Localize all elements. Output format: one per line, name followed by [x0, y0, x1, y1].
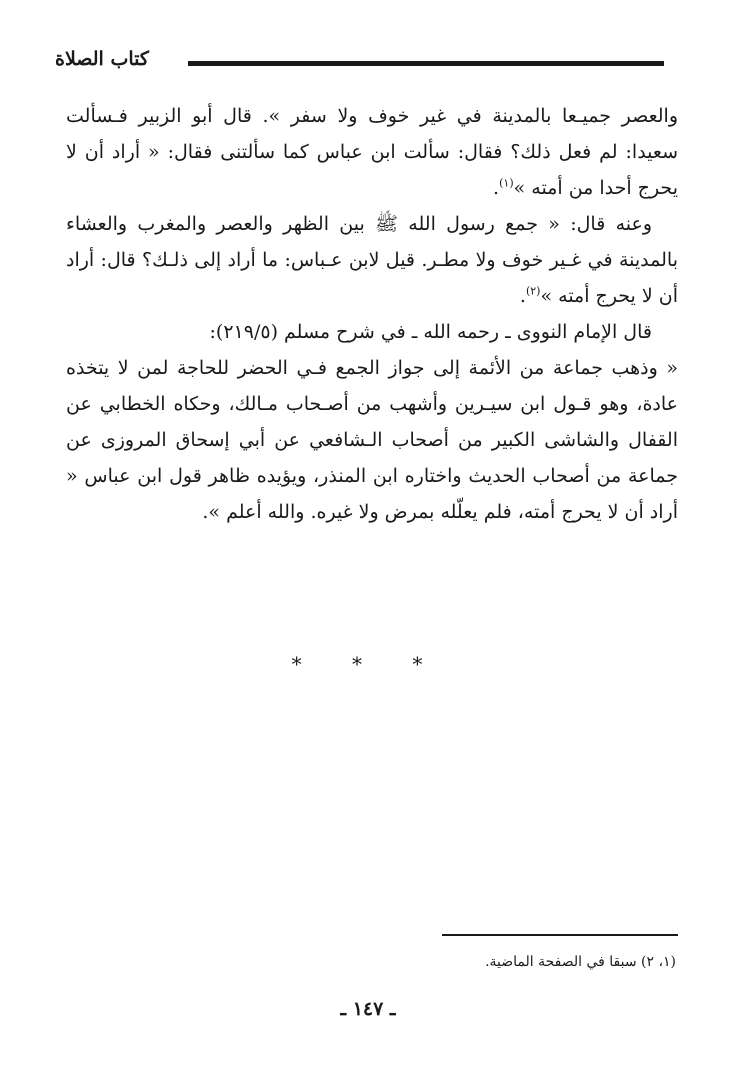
footnote-rule [442, 934, 678, 936]
page-number: ـ ١٤٧ ـ [340, 998, 396, 1020]
paragraph-1-text: والعصر جميـعا بالمدينة في غير خوف ولا سفر ». قال أبو الزبير فـسألت سعيدا: لم فعل ذلك؟ فقال: سألت ابن عباس كما سألتنى فقال: « أراد أن لا يحرج أحدا من أمته » [66, 105, 678, 199]
footnote-ref-2: (٢) [525, 284, 541, 298]
paragraph-1: والعصر جميـعا بالمدينة في غير خوف ولا سفر ». قال أبو الزبير فـسألت سعيدا: لم فعل ذلك؟ فقال: سألت ابن عباس كما سألتنى فقال: « أراد أن لا يحرج أحدا من أمته »$^{(١)}$. [66, 105, 678, 199]
paragraph-3: قال الإمام النووى ـ رحمه الله ـ في شرح مسلم (٢١٩/٥): [209, 321, 652, 343]
running-header-title: كتاب الصلاة [55, 48, 149, 70]
header-rule [188, 61, 664, 66]
paragraph-2-text: وعنه قال: « جمع رسول الله ﷺ بين الظهر والعصر والمغرب والعشاء بالمدينة في غـير خوف ولا مطـر. قيل لابن عـباس: ما أراد إلى ذلـك؟ قال: أراد أن لا يحرج أمته » [66, 213, 678, 307]
body-text [66, 98, 678, 530]
paragraph-4: « وذهب جماعة من الأئمة إلى جواز الجمع فـي الحضر للحاجة لمن لا يتخذه عادة، وهو قـول ابن سيـرين وأشهب من أصـحاب مـالك، وحكاه الخطابي عن القفال والشاشى الكبير من أصحاب الـشافعي عن أبي إسحاق المروزى عن جماعة من أصحاب الحديث واختاره ابن المنذر، ويؤيده ظاهر قول ابن عباس « أراد أن لا يحرج أمته، فلم يعلّله بمرض ولا غيره. والله أعلم ». [66, 357, 678, 523]
footnote: (١، ٢) سبقا في الصفحة الماضية. [485, 954, 676, 970]
paragraph-2: وعنه قال: « جمع رسول الله ﷺ بين الظهر والعصر والمغرب والعشاء بالمدينة في غـير خوف ولا مطـر. قيل لابن عـباس: ما أراد إلى ذلـك؟ قال: أراد أن لا يحرج أمته »$^{(٢)}$. [66, 213, 678, 307]
footnote-ref-1: (١) [499, 176, 514, 190]
section-separator: * * * [291, 652, 445, 676]
